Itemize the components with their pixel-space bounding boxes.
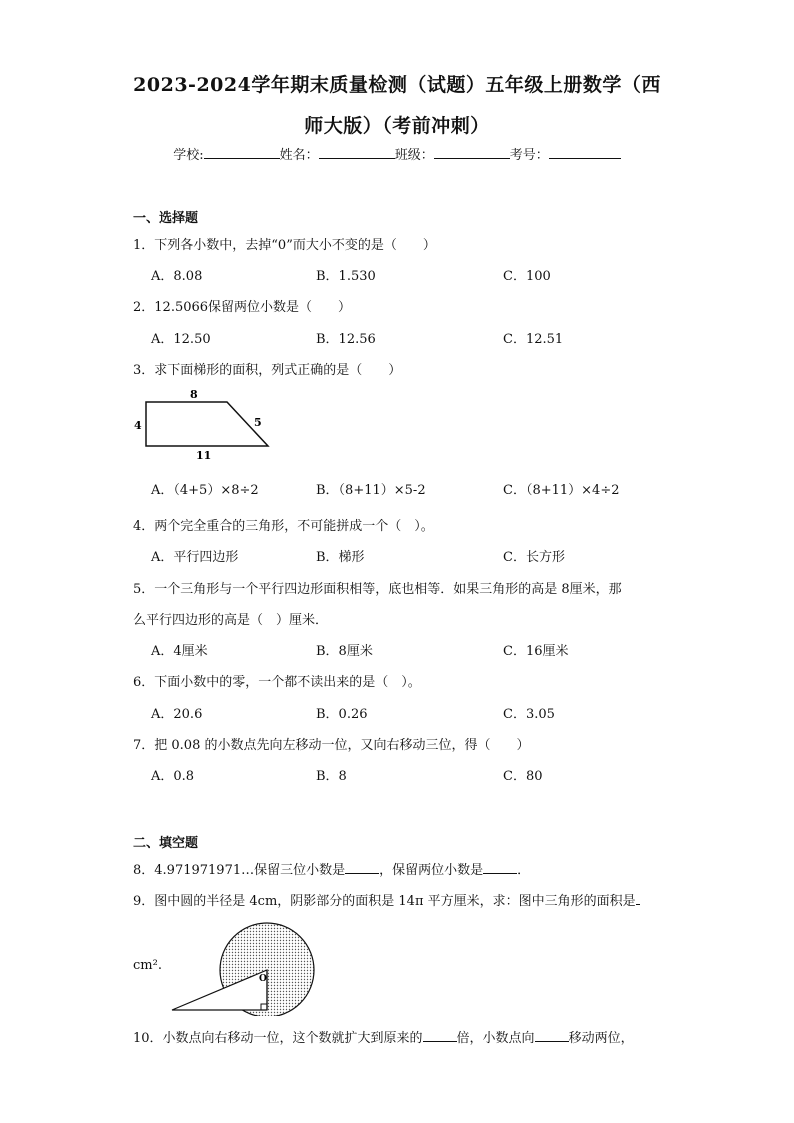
question-2-option-b[interactable]: B．12.56 (316, 332, 376, 347)
question-6-stem: 6．下面小数中的零，一个都不读出来的是（ ）。 (133, 675, 421, 690)
circle-triangle-figure (168, 912, 318, 1016)
trapezoid-right-label: 5 (254, 416, 262, 429)
question-1-stem: 1．下列各小数中，去掉“0”而大小不变的是（ ） (133, 238, 436, 253)
question-4-option-c[interactable]: C．长方形 (503, 550, 565, 565)
question-9-unit: cm². (133, 958, 162, 973)
question-8-text-a: 8．4.971971971…保留三位小数是 (133, 863, 346, 878)
question-5-option-b[interactable]: B．8厘米 (316, 644, 373, 659)
question-8-blank-2[interactable] (483, 861, 517, 874)
question-9-blank[interactable] (636, 892, 640, 905)
triangle-shape (172, 970, 267, 1010)
question-3-option-a[interactable]: A．（4+5）×8÷2 (151, 483, 259, 498)
trapezoid-bottom-label: 11 (196, 449, 212, 462)
question-7-stem: 7．把 0.08 的小数点先向左移动一位，又向右移动三位，得（ ） (133, 738, 530, 753)
question-4-option-a[interactable]: A．平行四边形 (151, 550, 239, 565)
question-2-option-c[interactable]: C．12.51 (503, 332, 564, 347)
question-8-blank-1[interactable] (345, 861, 379, 874)
school-blank[interactable] (204, 146, 280, 159)
question-6-option-c[interactable]: C．3.05 (503, 707, 555, 722)
question-10-blank-2[interactable] (535, 1029, 569, 1042)
question-6-option-b[interactable]: B．0.26 (316, 707, 368, 722)
question-3-stem: 3．求下面梯形的面积，列式正确的是（ ） (133, 363, 402, 378)
question-5-stem: 5．一个三角形与一个平行四边形面积相等，底也相等．如果三角形的高是 8厘米，那 (133, 582, 622, 597)
name-blank[interactable] (319, 146, 395, 159)
question-1-option-a[interactable]: A．8.08 (151, 269, 203, 284)
question-10-blank-1[interactable] (423, 1029, 457, 1042)
name-label: 姓名： (279, 148, 319, 163)
question-7-option-a[interactable]: A．0.8 (151, 769, 195, 784)
question-9-text: 9．图中圆的半径是 4cm，阴影部分的面积是 14π 平方厘米，求：图中三角形的面积是 (133, 894, 636, 909)
question-3-option-c[interactable]: C．（8+11）×4÷2 (503, 483, 620, 498)
section-2-title: 二、填空题 (133, 836, 199, 851)
question-10-text-c: 移动两位， (568, 1031, 634, 1046)
question-8-text-c: ． (517, 863, 531, 878)
question-1-option-c[interactable]: C．100 (503, 269, 551, 284)
question-4-stem: 4．两个完全重合的三角形，不可能拼成一个（ ）。 (133, 519, 434, 534)
student-info-row (0, 144, 794, 163)
circle-center-label: O (259, 974, 267, 984)
question-5-stem-cont: 么平行四边形的高是（ ）厘米． (133, 613, 329, 628)
question-10 (133, 1027, 634, 1046)
class-label: 班级： (394, 148, 434, 163)
question-8 (133, 859, 530, 878)
question-3-option-b[interactable]: B．（8+11）×5-2 (316, 483, 426, 498)
question-5-option-c[interactable]: C．16厘米 (503, 644, 569, 659)
question-10-text-b: 倍，小数点向 (456, 1031, 535, 1046)
question-10-text-a: 10．小数点向右移动一位，这个数就扩大到原来的 (133, 1031, 423, 1046)
class-blank[interactable] (434, 146, 510, 159)
question-9-stem (133, 890, 640, 909)
question-4-option-b[interactable]: B．梯形 (316, 550, 365, 565)
trapezoid-left-label: 4 (134, 419, 142, 432)
question-7-option-b[interactable]: B．8 (316, 769, 347, 784)
page-title-line-1: 2023-2024学年期末质量检测（试题）五年级上册数学（西 (133, 74, 661, 96)
trapezoid-top-label: 8 (190, 388, 198, 401)
question-7-option-c[interactable]: C．80 (503, 769, 543, 784)
page-title-line-2: 师大版）（考前冲刺） (304, 115, 490, 137)
question-6-option-a[interactable]: A．20.6 (151, 707, 203, 722)
question-5-option-a[interactable]: A．4厘米 (151, 644, 208, 659)
question-2-option-a[interactable]: A．12.50 (151, 332, 211, 347)
trapezoid-shape (146, 402, 268, 446)
question-2-stem: 2．12.5066保留两位小数是（ ） (133, 300, 352, 315)
school-label: 学校: (173, 148, 204, 163)
trapezoid-figure (130, 386, 280, 462)
question-1-option-b[interactable]: B．1.530 (316, 269, 376, 284)
number-label: 考号： (509, 148, 549, 163)
question-8-text-b: ，保留两位小数是 (379, 863, 484, 878)
number-blank[interactable] (549, 146, 621, 159)
section-1-title: 一、选择题 (133, 211, 199, 226)
